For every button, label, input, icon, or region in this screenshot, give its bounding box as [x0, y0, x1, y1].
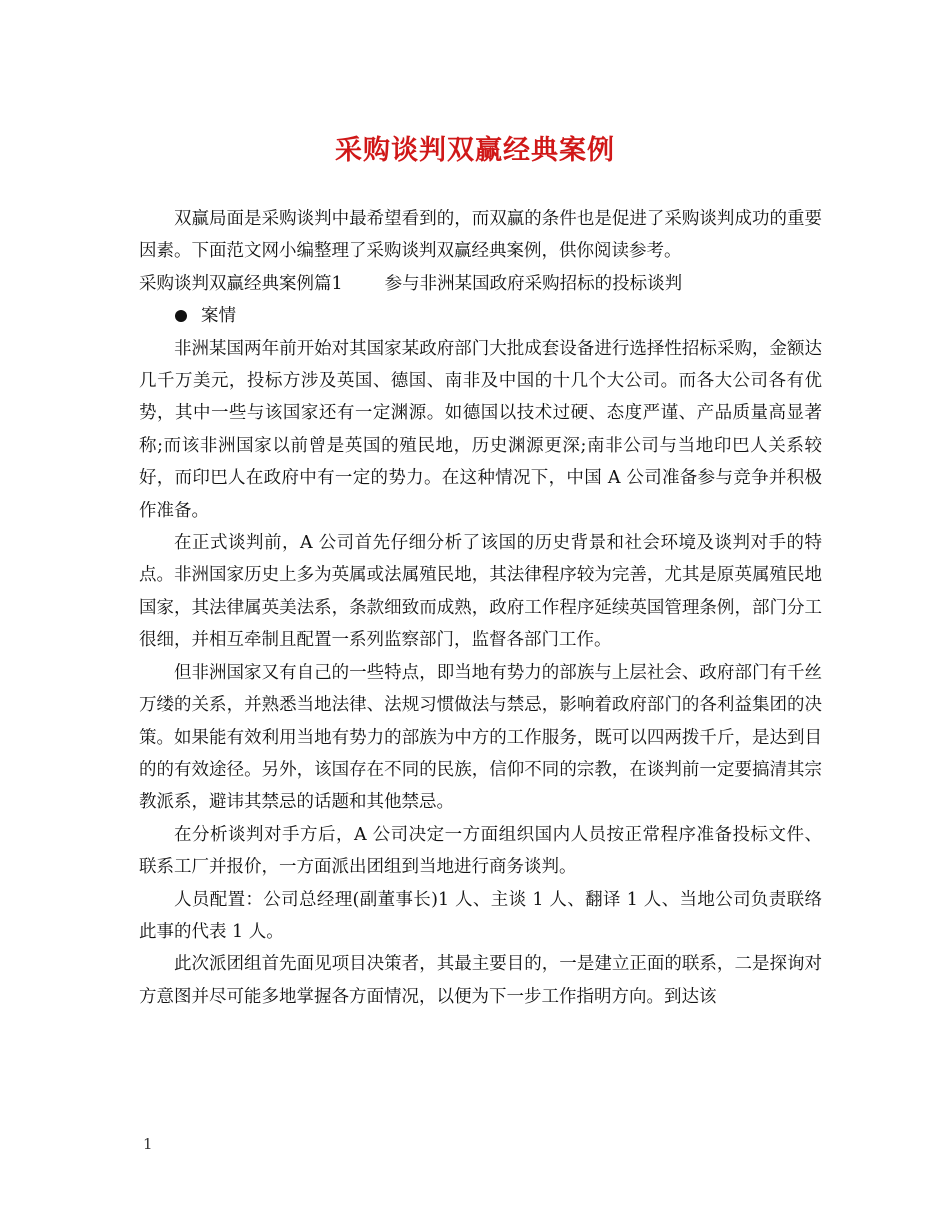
section-label: 案情: [201, 306, 236, 327]
body-paragraph: 但非洲国家又有自己的一些特点，即当地有势力的部族与上层社会、政府部门有千丝万缕的关系，并熟悉当地法律、法规习惯做法与禁忌，影响着政府部门的各利益集团的决策。如果能有效利用当地有势力的部族为中方的工作服务，既可以四两拨千斤，是达到目的的有效途径。另外，该国存在不同的民族，信仰不同的宗教，在谈判前一定要搞清其宗教派系，避讳其禁忌的话题和其他禁忌。: [139, 662, 822, 813]
page-number: 1: [143, 1135, 153, 1153]
intro-paragraph: 双赢局面是采购谈判中最希望看到的，而双赢的条件也是促进了采购谈判成功的重要因素。下面范文网小编整理了采购谈判双赢经典案例，供你阅读参考。: [139, 209, 822, 262]
body-paragraph: 在分析谈判对手方后，A 公司决定一方面组织国内人员按正常程序准备投标文件、联系工厂并报价，一方面派出团组到当地进行商务谈判。: [139, 824, 822, 878]
document-body: [139, 203, 822, 1013]
section-heading: [139, 300, 822, 332]
case-label: 采购谈判双赢经典案例篇1: [139, 273, 343, 294]
bullet-icon: [175, 310, 187, 322]
document-title: 采购谈判双赢经典案例: [335, 135, 615, 166]
body-paragraph: 在正式谈判前，A 公司首先仔细分析了该国的历史背景和社会环境及谈判对手的特点。非洲国家历史上多为英属或法属殖民地，其法律程序较为完善，尤其是原英属殖民地国家，其法律属英美法系，条款细致而成熟，政府工作程序延续英国管理条例，部门分工很细，并相互牵制且配置一系列监察部门，监督各部门工作。: [139, 533, 822, 651]
case-heading: [139, 268, 822, 300]
body-paragraph: 此次派团组首先面见项目决策者，其最主要目的，一是建立正面的联系，二是探询对方意图并尽可能多地掌握各方面情况，以便为下一步工作指明方向。到达该: [139, 954, 822, 1007]
body-paragraph: 非洲某国两年前开始对其国家某政府部门大批成套设备进行选择性招标采购，金额达几千万美元，投标方涉及英国、德国、南非及中国的十几个大公司。而各大公司各有优势，其中一些与该国家还有一定渊源。如德国以技术过硬、态度严谨、产品质量高显著称;而该非洲国家以前曾是英国的殖民地，历史渊源更深;南非公司与当地印巴人关系较好，而印巴人在政府中有一定的势力。在这种情况下，中国 A 公司准备参与竞争并积极作准备。: [139, 338, 822, 521]
body-paragraph: 人员配置：公司总经理(副董事长)1 人、主谈 1 人、翻译 1 人、当地公司负责联络此事的代表 1 人。: [139, 889, 822, 942]
case-title: 参与非洲某国政府采购招标的投标谈判: [384, 273, 683, 294]
